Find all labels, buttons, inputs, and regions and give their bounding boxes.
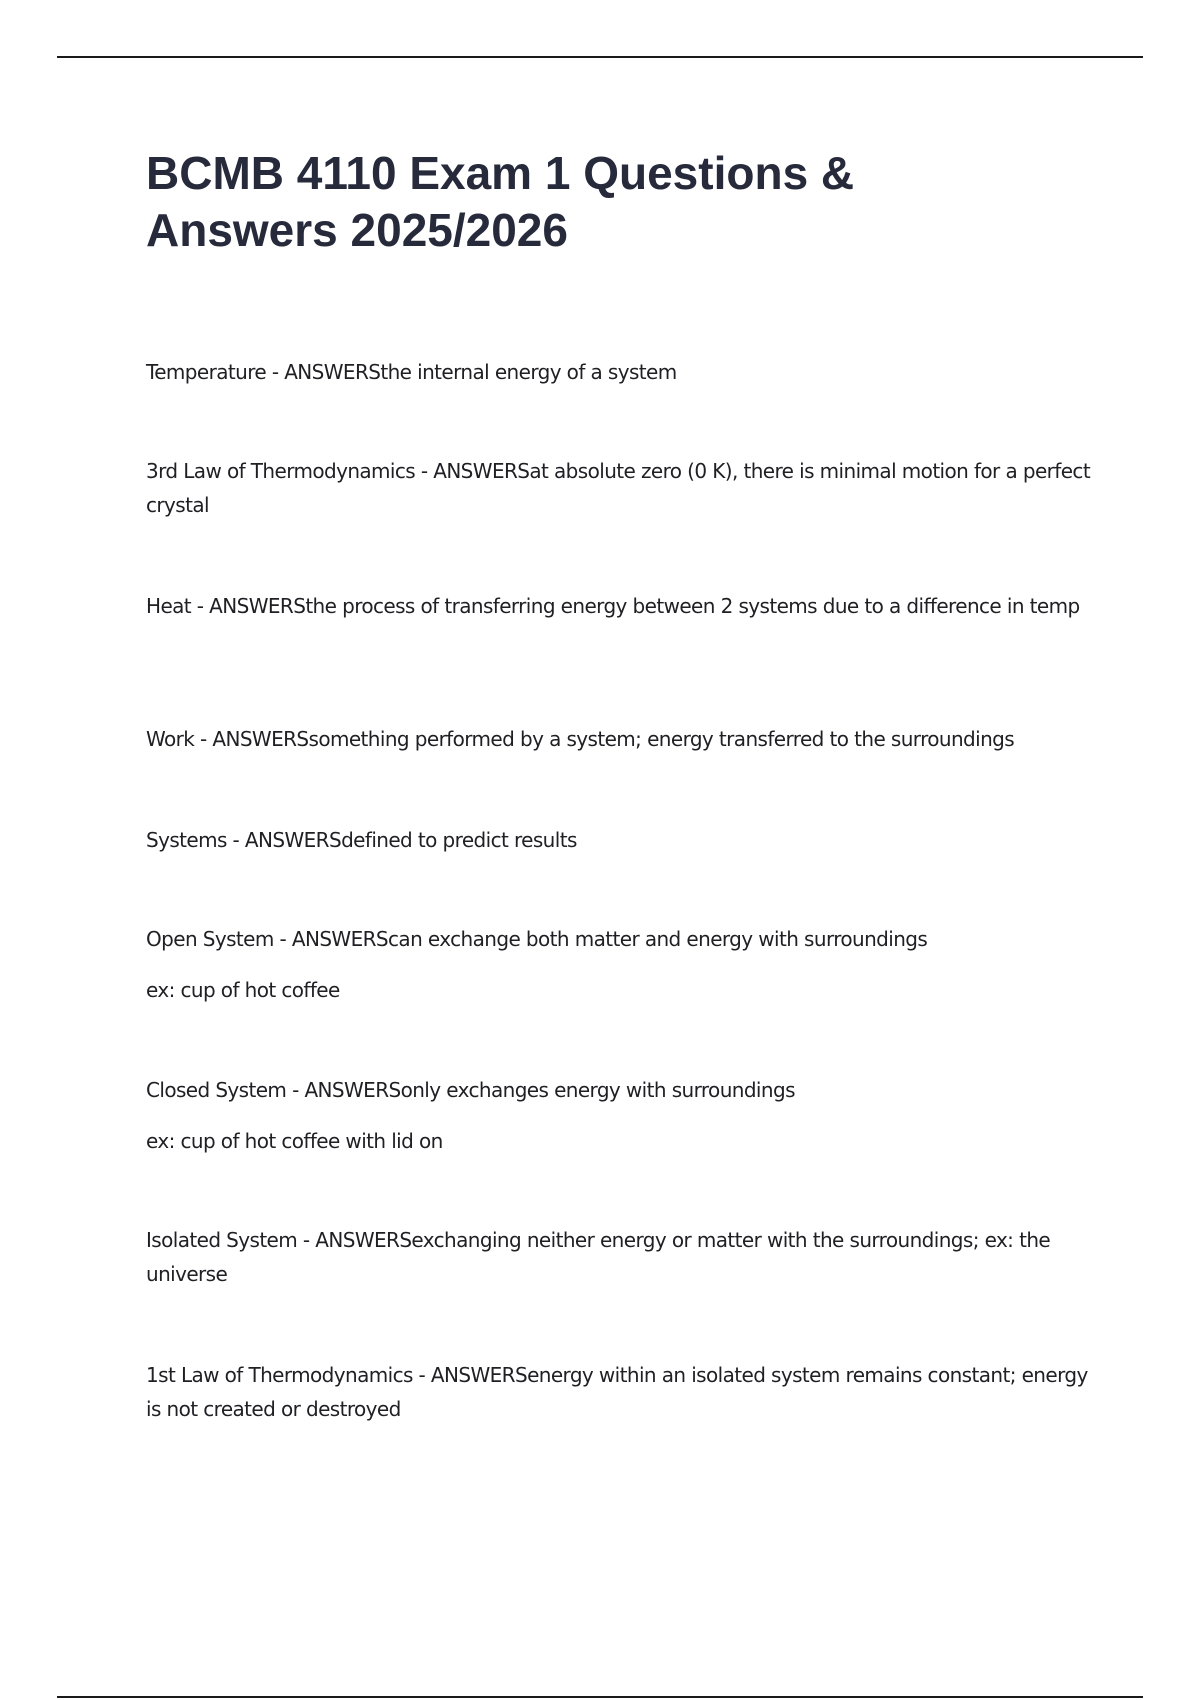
qa-entry-text: Work - ANSWERSsomething performed by a system; energy transferred to the surroundings [146, 727, 1015, 751]
qa-entry-closed-system [146, 1073, 1096, 1158]
qa-entry-temperature [146, 355, 1096, 389]
qa-entry-open-system [146, 922, 1096, 1007]
qa-entry-systems [146, 823, 1096, 857]
qa-entry-first-law [146, 1358, 1096, 1426]
qa-entry-text: 1st Law of Thermodynamics - ANSWERSenergy within an isolated system remains constant; energy is not created or destroyed [146, 1363, 1088, 1421]
qa-entry-text: Isolated System - ANSWERSexchanging neither energy or matter with the surroundings; ex: the universe [146, 1228, 1051, 1286]
qa-entry-text: Open System - ANSWERScan exchange both matter and energy with surroundings [146, 927, 928, 951]
qa-entry-text: Closed System - ANSWERSonly exchanges energy with surroundings [146, 1078, 795, 1102]
qa-entry-heat [146, 589, 1096, 623]
qa-entry-text: Heat - ANSWERSthe process of transferring energy between 2 systems due to a difference in temp [146, 594, 1080, 618]
qa-entry-text: Systems - ANSWERSdefined to predict results [146, 828, 577, 852]
header-rule [57, 56, 1143, 58]
document-title: BCMB 4110 Exam 1 Questions & Answers 2025/2026 [146, 147, 855, 256]
qa-entry-isolated-system [146, 1223, 1096, 1291]
qa-entry-text: Temperature - ANSWERSthe internal energy of a system [146, 360, 677, 384]
footer-rule [57, 1696, 1143, 1698]
qa-entry-text: 3rd Law of Thermodynamics - ANSWERSat absolute zero (0 K), there is minimal motion for a perfect crystal [146, 459, 1091, 517]
qa-entry-work [146, 722, 1096, 756]
qa-entry-third-law [146, 454, 1096, 522]
qa-entry-example: ex: cup of hot coffee with lid on [146, 1129, 443, 1153]
qa-entry-example: ex: cup of hot coffee [146, 978, 340, 1002]
